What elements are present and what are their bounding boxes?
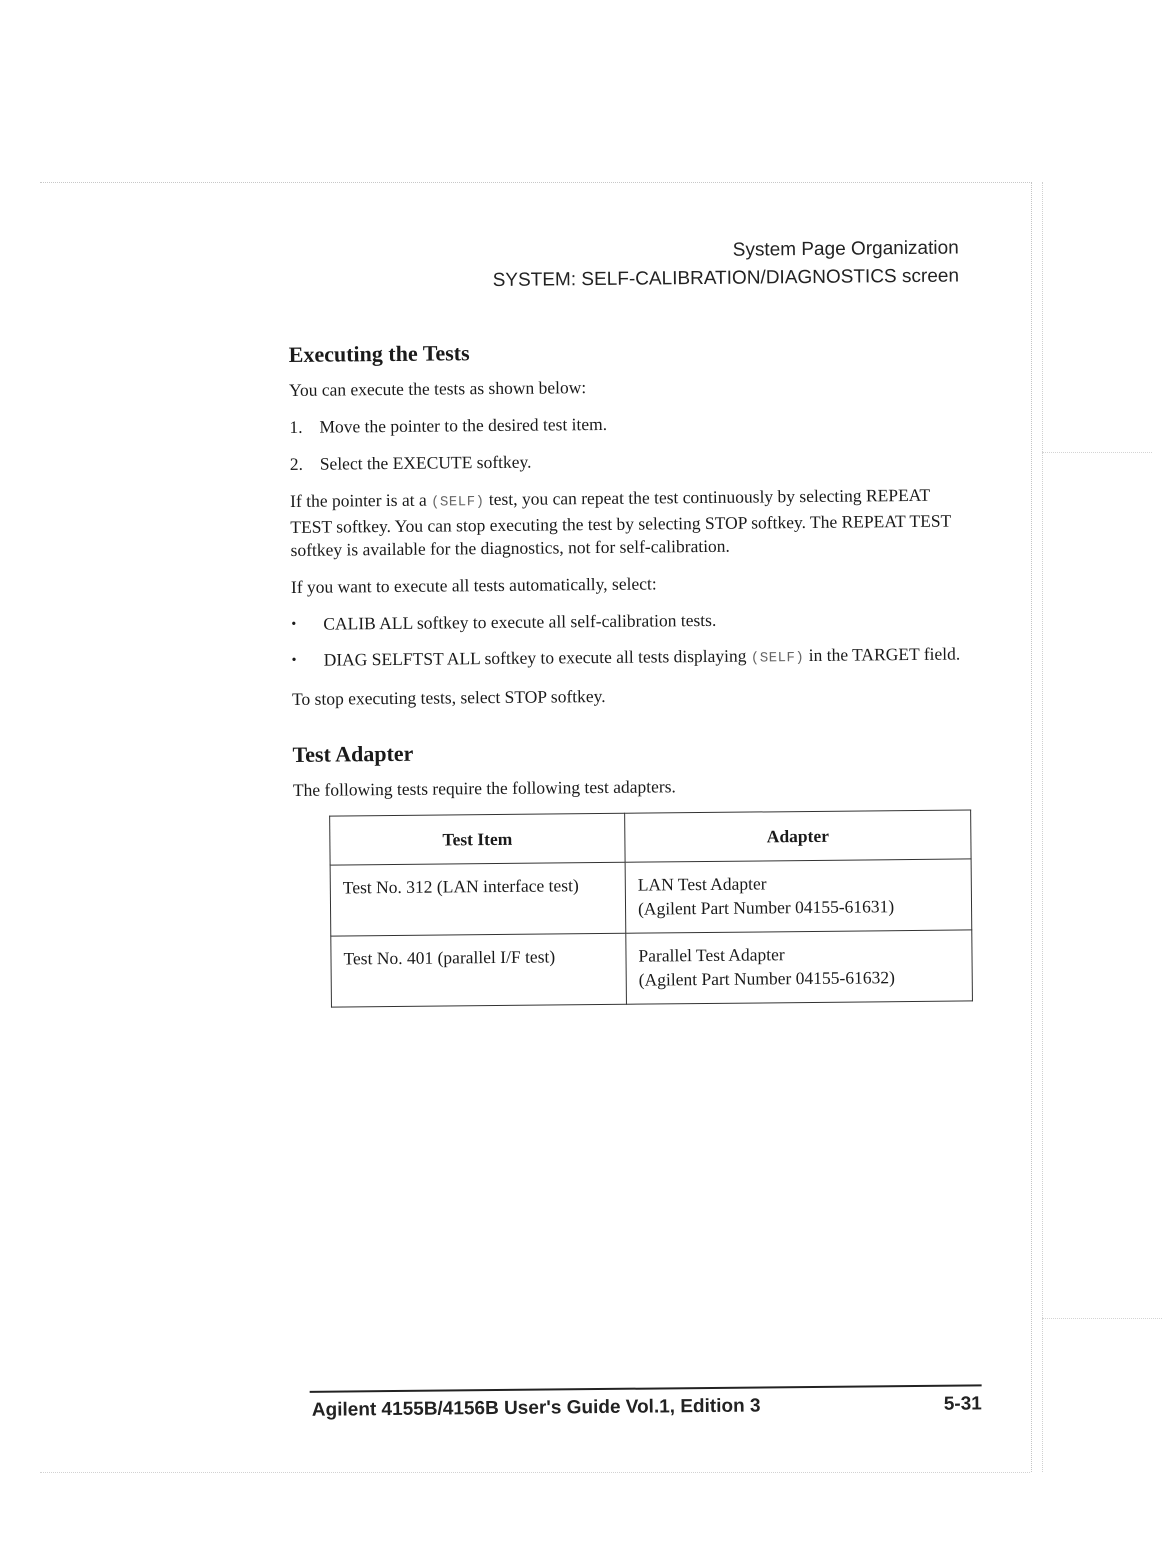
list-item xyxy=(291,606,971,636)
table-row xyxy=(330,859,972,936)
adapter-name: Parallel Test Adapter xyxy=(638,944,785,966)
adapter-part-number: (Agilent Part Number 04155-61632) xyxy=(638,967,895,990)
bullet-text xyxy=(324,643,961,675)
list-item xyxy=(289,409,969,439)
table-row xyxy=(331,930,973,1007)
bullet-icon: • xyxy=(291,616,297,632)
steps-list xyxy=(289,409,970,476)
list-item xyxy=(292,642,972,675)
step-text: Select the EXECUTE softkey. xyxy=(319,451,532,474)
page-number: 5-31 xyxy=(943,1393,982,1415)
table-cell-item: Test No. 401 (parallel I/F test) xyxy=(331,933,627,1007)
step-text: Move the pointer to the desired test item. xyxy=(319,413,608,437)
footer-title: Agilent 4155B/4156B User's Guide Vol.1, Edition 3 xyxy=(311,1395,761,1421)
page-content xyxy=(289,334,975,1007)
code-self: (SELF) xyxy=(750,650,805,667)
bullet-text xyxy=(323,609,716,636)
text-run: DIAG SELFTST ALL softkey to execute all tests displaying xyxy=(323,645,751,670)
section-heading-executing: Executing the Tests xyxy=(288,340,470,367)
text-run: CALIB ALL softkey to execute all self-calibration tests. xyxy=(323,609,717,634)
intro-paragraph: You can execute the tests as shown below: xyxy=(288,377,587,400)
text-run: If the pointer is at a xyxy=(290,489,432,511)
stop-paragraph: To stop executing tests, select STOP softkey. xyxy=(291,685,606,709)
table-cell-adapter xyxy=(625,859,972,933)
bullet-icon: • xyxy=(291,652,297,668)
step-number: 1. xyxy=(289,416,303,437)
table-cell-item: Test No. 312 (LAN interface test) xyxy=(330,862,626,936)
bullet-list xyxy=(291,606,972,675)
table-cell-adapter xyxy=(626,930,973,1004)
running-head-section: System Page Organization xyxy=(732,237,959,261)
auto-paragraph: If you want to execute all tests automatically, select: xyxy=(290,573,657,597)
text-run: test, you can repeat the test continuously by selecting REPEAT TEST softkey. You can stop executing the test by selecting STOP softkey. The REPEAT TEST softkey is available for the diagnostics, not for self-calibration. xyxy=(290,484,952,560)
adapter-name: LAN Test Adapter xyxy=(637,873,767,895)
section-heading-adapter: Test Adapter xyxy=(292,740,414,767)
list-item xyxy=(290,446,970,476)
running-head xyxy=(492,235,959,295)
table-header-test-item: Test Item xyxy=(330,813,625,865)
text-run: in the TARGET field. xyxy=(804,643,961,666)
code-self: (SELF) xyxy=(430,494,485,511)
table-header-adapter: Adapter xyxy=(625,810,971,862)
adapter-intro: The following tests require the following test adapters. xyxy=(292,776,676,800)
running-head-screen: SYSTEM: SELF-CALIBRATION/DIAGNOSTICS screen xyxy=(492,265,960,292)
step-number: 2. xyxy=(289,453,303,474)
table-header-row xyxy=(330,810,971,865)
adapter-part-number: (Agilent Part Number 04155-61631) xyxy=(637,896,895,919)
footer-rule xyxy=(310,1384,982,1392)
adapter-table xyxy=(329,809,973,1007)
repeat-paragraph xyxy=(290,483,971,562)
